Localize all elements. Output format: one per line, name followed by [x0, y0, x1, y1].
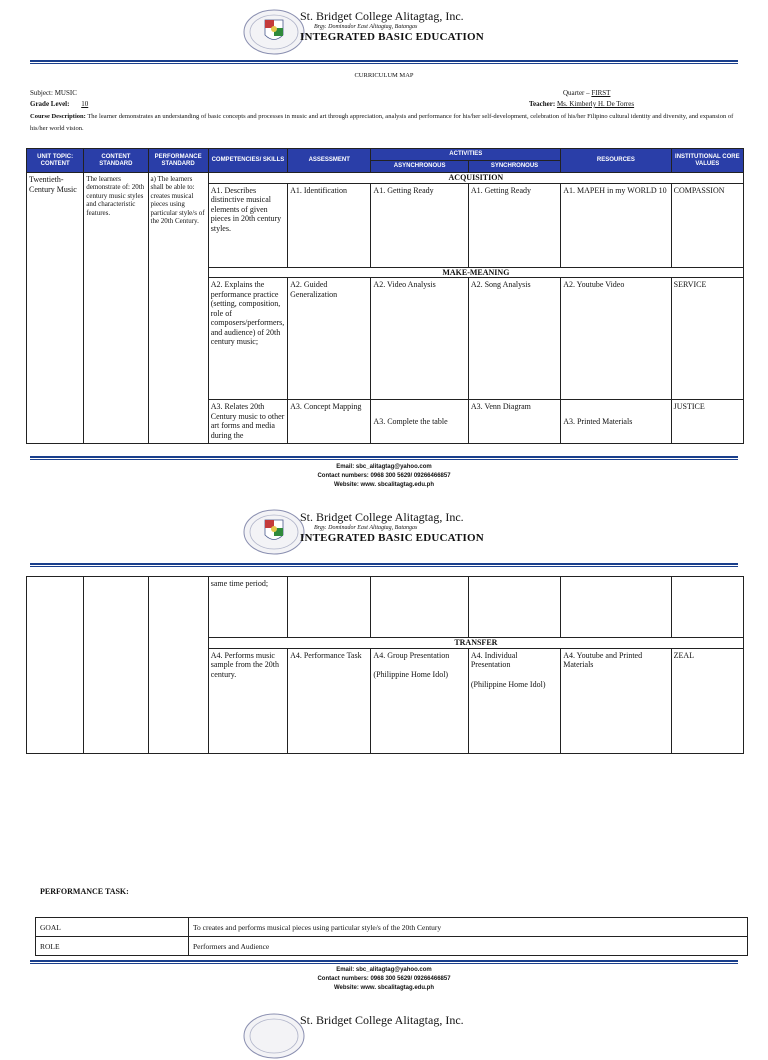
performance-standard-cell-continued: [148, 577, 208, 754]
curriculum-map-table: [26, 148, 744, 444]
page1-footer: [0, 463, 768, 490]
unit-topic-cell-continued: [27, 577, 84, 754]
school-address: Brgy. Dominador East Alitagtag, Batangas: [314, 24, 418, 30]
performance-task-row: [36, 918, 748, 937]
course-description-text: The learner demonstrates an understanding of basic concepts and processes in music and art through appreciation, analysis and performance for his/her self-development, celebration of his/her Filipino cultural identity and diversity, and expansion of his/her world vision.: [30, 113, 734, 132]
header-resources: RESOURCES: [561, 149, 671, 173]
curriculum-map-table-continued: [26, 576, 744, 754]
a3-core-value: JUSTICE: [671, 400, 743, 444]
content-standard-cell: The learners demonstrate of: 20th century music styles and characteristic features.: [84, 173, 148, 444]
a1-asynchronous: A1. Getting Ready: [371, 183, 468, 267]
course-description: [30, 111, 740, 135]
department-name: INTEGRATED BASIC EDUCATION: [300, 532, 484, 544]
school-seal-icon: [243, 8, 305, 56]
task-value: To creates and performs musical pieces using particular style/s of the 20th Century: [189, 918, 748, 937]
department-name: INTEGRATED BASIC EDUCATION: [300, 31, 484, 43]
task-label: GOAL: [36, 918, 189, 937]
a2-resources: A2. Youtube Video: [561, 278, 671, 400]
teacher-label: Teacher:: [529, 100, 556, 108]
a4-competency: A4. Performs music sample from the 20th century.: [208, 648, 287, 753]
a4-asynchronous-text: A4. Group Presentation: [373, 650, 450, 660]
teacher-value: Ms. Kimberly H. De Torres: [556, 100, 635, 108]
page2-footer: [0, 966, 768, 993]
a3-synchronous-continued: [468, 577, 560, 638]
school-seal-icon: [243, 508, 305, 556]
teacher-line: [529, 100, 634, 108]
footer-rule: [30, 960, 738, 964]
header-competencies: COMPETENCIES/ SKILLS: [208, 149, 287, 173]
a4-synchronous: [468, 648, 560, 753]
header-core-values: INSTITUTIONAL CORE VALUES: [671, 149, 743, 173]
header-rule: [30, 60, 738, 64]
a2-synchronous: A2. Song Analysis: [468, 278, 560, 400]
header-synchronous: SYNCHRONOUS: [468, 161, 560, 173]
a1-assessment: A1. Identification: [288, 183, 371, 267]
quarter-value: FIRST: [591, 89, 611, 97]
task-value: Performers and Audience: [189, 937, 748, 956]
a3-synchronous: A3. Venn Diagram: [468, 400, 560, 444]
school-name: St. Bridget College Alitagtag, Inc.: [300, 9, 464, 23]
header-asynchronous: ASYNCHRONOUS: [371, 161, 468, 173]
a3-competency: A3. Relates 20th Century music to other art forms and media during the: [208, 400, 287, 444]
header-performance-standard: PERFORMANCE STANDARD: [148, 149, 208, 173]
performance-task-table: [35, 917, 748, 956]
grade-value: 10: [81, 100, 89, 108]
header-assessment: ASSESSMENT: [288, 149, 371, 173]
quarter-line: [563, 89, 610, 97]
a4-synchronous-note: (Philippine Home Idol): [470, 679, 546, 689]
subject-value: MUSIC: [54, 89, 77, 97]
a2-assessment: A2. Guided Generalization: [288, 278, 371, 400]
a3-resources-continued: [561, 577, 671, 638]
a1-competency: A1. Describes distinctive musical elements of given pieces in 20th century styles.: [208, 183, 287, 267]
footer-website: Website: www. sbcalitagtag.edu.ph: [333, 482, 434, 488]
footer-website: Website: www. sbcalitagtag.edu.ph: [333, 985, 434, 991]
task-label: ROLE: [36, 937, 189, 956]
document-title: CURRICULUM MAP: [354, 72, 414, 79]
a3-asynchronous: A3. Complete the table: [371, 400, 468, 444]
performance-task-row: [36, 937, 748, 956]
grade-line: [30, 100, 88, 108]
grade-label: Grade Level:: [30, 100, 70, 108]
a1-resources: A1. MAPEH in my WORLD 10: [561, 183, 671, 267]
a2-asynchronous: A2. Video Analysis: [371, 278, 468, 400]
footer-email: Email: sbc_alitagtag@yahoo.com: [336, 464, 432, 470]
header-rule: [30, 563, 738, 567]
quarter-label: Quarter –: [563, 89, 590, 97]
footer-contact: Contact numbers: 0968 300 5629/ 09266466857: [317, 473, 451, 479]
performance-task-title: PERFORMANCE TASK:: [40, 887, 129, 896]
footer-contact: Contact numbers: 0968 300 5629/ 09266466857: [317, 976, 451, 982]
a3-core-value-continued: [671, 577, 743, 638]
a3-assessment: A3. Concept Mapping: [288, 400, 371, 444]
header-unit-topic: UNIT TOPIC: CONTENT: [27, 149, 84, 173]
a4-core-value: ZEAL: [671, 648, 743, 753]
a1-core-value: COMPASSION: [671, 183, 743, 267]
unit-topic-cell: Twentieth-Century Music: [27, 173, 84, 444]
a3-resources: A3. Printed Materials: [561, 400, 671, 444]
course-description-label: Course Description:: [30, 113, 86, 120]
stage-transfer: TRANSFER: [208, 638, 743, 649]
header-content-standard: CONTENT STANDARD: [84, 149, 148, 173]
a2-competency: A2. Explains the performance practice (setting, composition, role of composers/performers, and audience) of 20th century music;: [208, 278, 287, 400]
header-activities: ACTIVITIES: [371, 149, 561, 161]
subject-label: Subject:: [30, 89, 53, 97]
school-address: Brgy. Dominador East Alitagtag, Batangas: [314, 525, 418, 531]
school-name: St. Bridget College Alitagtag, Inc.: [300, 1013, 464, 1027]
a4-synchronous-text: A4. Individual Presentation: [470, 650, 518, 669]
school-seal-icon: [243, 1012, 305, 1060]
a4-resources: A4. Youtube and Printed Materials: [561, 648, 671, 753]
subject-line: [30, 89, 77, 97]
stage-make-meaning: MAKE-MEANING: [208, 267, 743, 278]
a4-asynchronous-note: (Philippine Home Idol): [373, 670, 449, 679]
a2-core-value: SERVICE: [671, 278, 743, 400]
a3-assessment-continued: [288, 577, 371, 638]
footer-rule: [30, 456, 738, 460]
content-standard-cell-continued: [84, 577, 148, 754]
a1-synchronous: A1. Getting Ready: [468, 183, 560, 267]
a4-assessment: A4. Performance Task: [288, 648, 371, 753]
a4-asynchronous: [371, 648, 468, 753]
footer-email: Email: sbc_alitagtag@yahoo.com: [336, 967, 432, 973]
a3-competency-continued: same time period;: [208, 577, 287, 638]
a3-asynchronous-continued: [371, 577, 468, 638]
performance-standard-cell: a) The learners shall be able to: creates musical pieces using particular style/s of the 20th Century.: [148, 173, 208, 444]
school-name: St. Bridget College Alitagtag, Inc.: [300, 510, 464, 524]
stage-acquisition: ACQUISITION: [208, 173, 743, 184]
